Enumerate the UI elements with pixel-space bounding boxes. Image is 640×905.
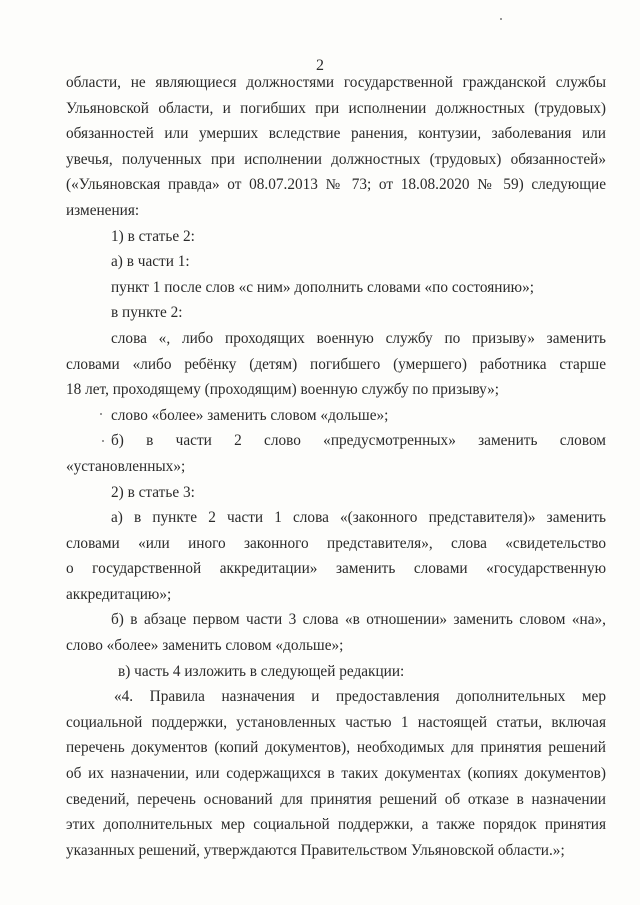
scan-speck <box>500 18 502 20</box>
text-line: («Ульяновская правда» от 08.07.2013 № 73; от 18.08.2020 № 59) следующие <box>66 176 606 194</box>
text-line: изменения: <box>66 201 140 219</box>
text-line: обязанностей или умерших вследствие ранения, контузии, заболевания или <box>66 125 606 143</box>
scan-speck <box>102 440 104 442</box>
text-line: о государственной аккредитации» заменить словами «государственную <box>66 560 606 578</box>
text-line: в) часть 4 изложить в следующей редакции: <box>118 662 405 680</box>
text-line: Ульяновской области, и погибших при исполнении должностных (трудовых) <box>66 99 606 117</box>
text-line: а) в пункте 2 части 1 слова «(законного представителя)» заменить <box>111 509 606 527</box>
text-line: б) в части 2 слово «предусмотренных» заменить словом <box>111 432 606 450</box>
text-line: пункт 1 после слов «с ним» дополнить словами «по состоянию»; <box>111 278 535 296</box>
text-line: 18 лет, проходящему (проходящим) военную службу по призыву»; <box>66 381 500 399</box>
text-line: увечья, полученных при исполнении должностных (трудовых) обязанностей» <box>66 150 606 168</box>
text-line: б) в абзаце первом части 3 слова «в отношении» заменить словом «на», <box>111 611 606 629</box>
text-line: 1) в статье 2: <box>111 227 195 245</box>
text-line: словами «либо ребёнку (детям) погибшего (умершего) работника старше <box>66 355 606 373</box>
text-line: а) в части 1: <box>111 253 190 271</box>
text-line: перечень документов (копий документов), необходимых для принятия решений <box>66 739 606 757</box>
text-line: «4. Правила назначения и предоставления дополнительных мер <box>114 688 606 706</box>
text-line: словами «или иного законного представителя», слова «свидетельство <box>66 534 606 552</box>
text-line: сведений, перечень оснований для принятия решений об отказе в назначении <box>66 790 606 808</box>
text-line: социальной поддержки, установленных частью 1 настоящей статьи, включая <box>66 713 606 731</box>
text-line: указанных решений, утверждаются Правительством Ульяновской области.»; <box>66 841 565 859</box>
text-line: области, не являющиеся должностями государственной гражданской службы <box>66 74 606 91</box>
text-line: слова «, либо проходящих военную службу по призыву» заменить <box>111 329 606 347</box>
text-line: аккредитацию»; <box>66 585 172 603</box>
text-line: этих дополнительных мер социальной поддержки, а также порядок принятия <box>66 816 606 834</box>
text-line: 2) в статье 3: <box>111 483 195 501</box>
scan-speck <box>100 413 102 415</box>
text-line: слово «более» заменить словом «дольше»; <box>111 406 389 424</box>
document-body <box>66 70 606 863</box>
text-line: об их назначении, или содержащихся в таких документах (копиях документов) <box>66 765 606 783</box>
text-line: «установленных»; <box>66 457 186 475</box>
text-line: слово «более» заменить словом «дольше»; <box>66 637 344 655</box>
text-line: в пункте 2: <box>111 304 183 322</box>
page-number: 2 <box>316 57 324 74</box>
